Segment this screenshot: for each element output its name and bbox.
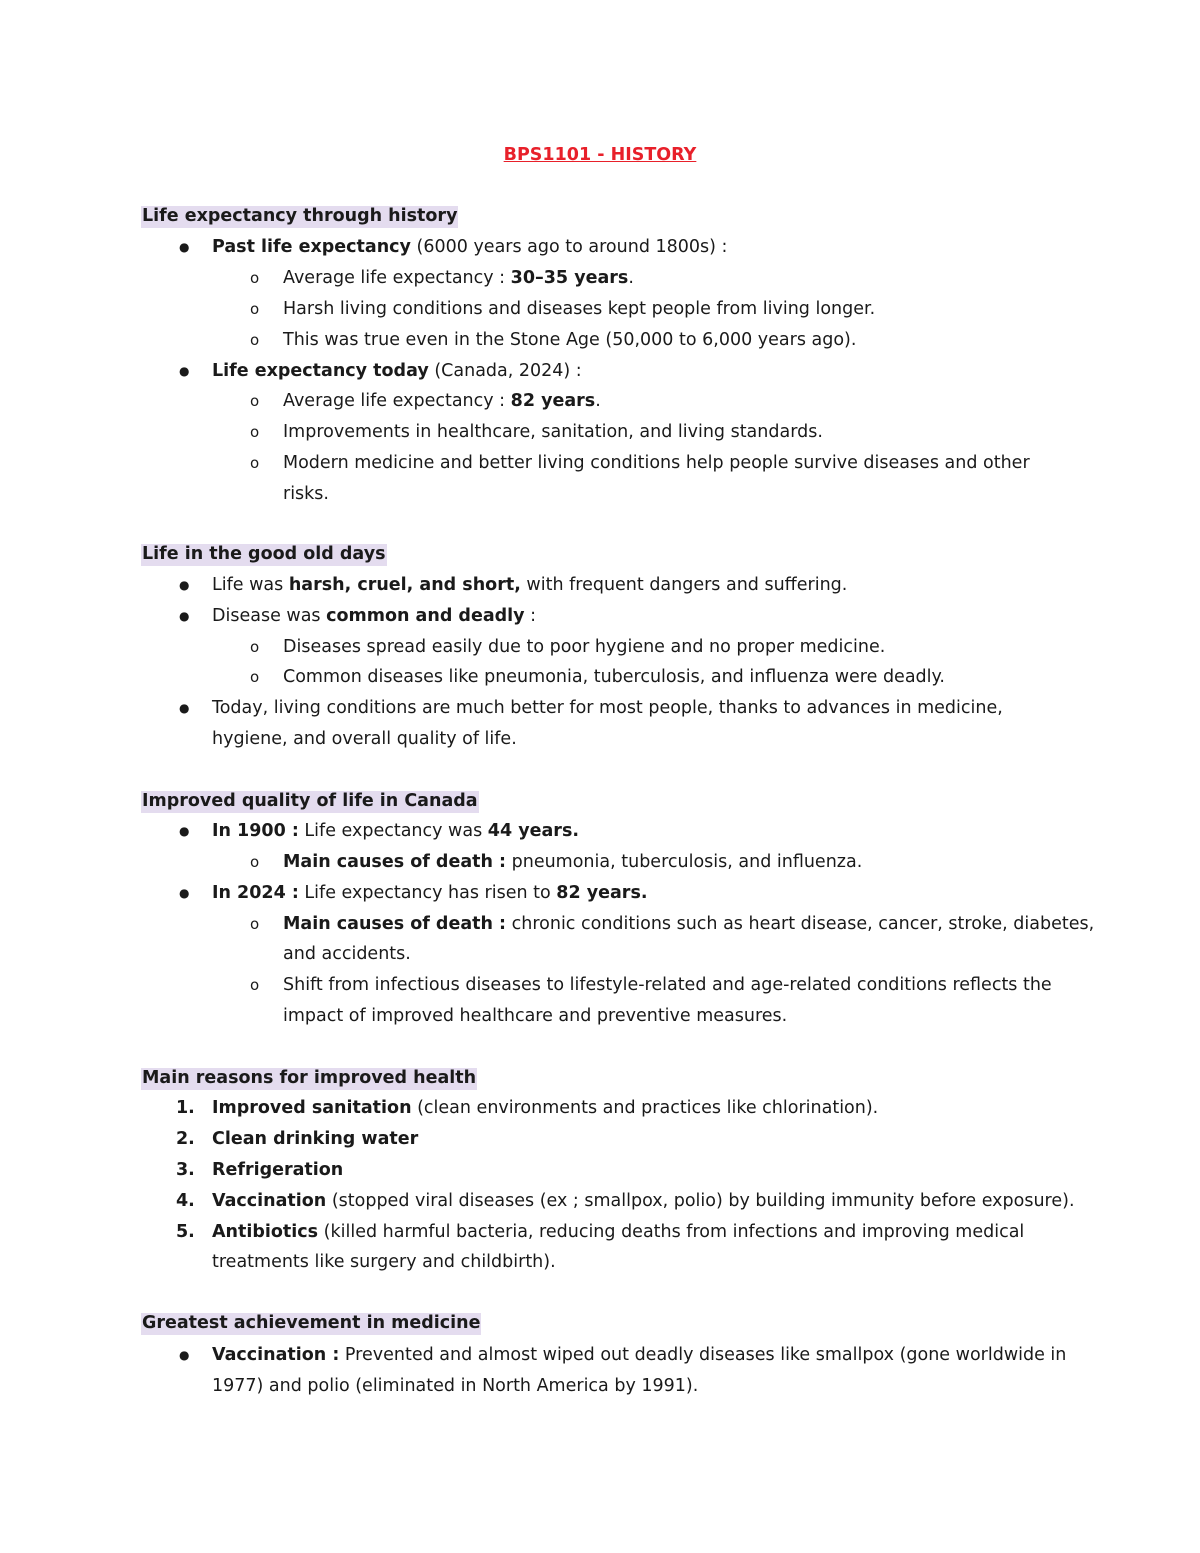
item-number: 2. bbox=[176, 1129, 195, 1149]
item-text: . bbox=[595, 391, 601, 411]
item-text: (clean environments and practices like chlorination). bbox=[411, 1098, 879, 1118]
item-text: (6000 years ago to around 1800s) : bbox=[410, 237, 728, 257]
sub-list-item bbox=[250, 971, 1052, 999]
sub-list-item bbox=[250, 264, 634, 292]
item-text-continued: risks. bbox=[283, 484, 329, 504]
item-text: Shift from infectious diseases to lifestyle-related and age-related conditions reflects the bbox=[283, 975, 1052, 995]
sub-bullet-icon: o bbox=[250, 915, 260, 933]
list-item bbox=[179, 1341, 1067, 1369]
bullet-icon: ● bbox=[179, 240, 190, 254]
numbered-item bbox=[176, 1094, 879, 1122]
numbered-item bbox=[176, 1156, 344, 1184]
item-bold: Life expectancy today bbox=[212, 361, 429, 381]
sub-list-item bbox=[250, 387, 601, 415]
item-text: pneumonia, tuberculosis, and influenza. bbox=[506, 852, 863, 872]
item-bold: Refrigeration bbox=[212, 1160, 344, 1180]
document-title: BPS1101 - HISTORY bbox=[503, 145, 697, 165]
item-text-continued: treatments like surgery and childbirth). bbox=[212, 1252, 556, 1272]
sub-list-item bbox=[250, 326, 857, 354]
item-text: Life expectancy was bbox=[298, 821, 488, 841]
item-text: Common diseases like pneumonia, tuberculosis, and influenza were deadly. bbox=[283, 667, 945, 687]
item-text: (killed harmful bacteria, reducing deaths from infections and improving medical bbox=[318, 1222, 1025, 1242]
bullet-icon: ● bbox=[179, 824, 190, 838]
section-heading bbox=[141, 540, 387, 568]
section-heading-text: Main reasons for improved health bbox=[142, 1068, 477, 1088]
item-text: Disease was bbox=[212, 606, 327, 626]
sub-bullet-icon: o bbox=[250, 423, 260, 441]
item-bold: Improved sanitation bbox=[212, 1098, 412, 1118]
item-bold: Past life expectancy bbox=[212, 237, 411, 257]
item-text: (stopped viral diseases (ex ; smallpox, polio) by building immunity before exposure). bbox=[326, 1191, 1075, 1211]
section-heading-text: Life expectancy through history bbox=[142, 206, 458, 226]
item-text: . bbox=[628, 268, 634, 288]
item-bold: Clean drinking water bbox=[212, 1129, 419, 1149]
section-heading-text: Greatest achievement in medicine bbox=[142, 1313, 481, 1333]
item-text: Improvements in healthcare, sanitation, and living standards. bbox=[283, 422, 823, 442]
item-text-continued: hygiene, and overall quality of life. bbox=[212, 729, 517, 749]
sub-bullet-icon: o bbox=[250, 853, 260, 871]
item-bold: common and deadly bbox=[326, 606, 525, 626]
bullet-icon: ● bbox=[179, 578, 190, 592]
list-item bbox=[179, 233, 728, 261]
item-text-continued: 1977) and polio (eliminated in North America by 1991). bbox=[212, 1376, 699, 1396]
item-text: Modern medicine and better living conditions help people survive diseases and other bbox=[283, 453, 1030, 473]
sub-list-item bbox=[250, 449, 1030, 477]
list-item bbox=[179, 694, 1003, 722]
bullet-icon: ● bbox=[179, 364, 190, 378]
item-bold: Vaccination : bbox=[212, 1345, 340, 1365]
item-number: 3. bbox=[176, 1160, 195, 1180]
item-text: Today, living conditions are much better for most people, thanks to advances in medicine, bbox=[212, 698, 1003, 718]
item-bold: 82 years. bbox=[556, 883, 648, 903]
item-text: This was true even in the Stone Age (50,000 to 6,000 years ago). bbox=[283, 330, 857, 350]
item-text: with frequent dangers and suffering. bbox=[520, 575, 848, 595]
section-heading bbox=[141, 1064, 477, 1092]
item-text: (Canada, 2024) : bbox=[428, 361, 582, 381]
sub-bullet-icon: o bbox=[250, 668, 260, 686]
bullet-icon: ● bbox=[179, 1348, 190, 1362]
sub-list-item bbox=[250, 663, 945, 691]
sub-bullet-icon: o bbox=[250, 300, 260, 318]
item-text: Average life expectancy : bbox=[283, 391, 511, 411]
bullet-icon: ● bbox=[179, 886, 190, 900]
item-text: Life was bbox=[212, 575, 289, 595]
item-bold: 82 years bbox=[510, 391, 596, 411]
sub-bullet-icon: o bbox=[250, 331, 260, 349]
list-item bbox=[179, 879, 648, 907]
bullet-icon: ● bbox=[179, 609, 190, 623]
item-text: Prevented and almost wiped out deadly diseases like smallpox (gone worldwide in bbox=[339, 1345, 1067, 1365]
item-bold: harsh, cruel, and short, bbox=[288, 575, 521, 595]
section-heading bbox=[141, 202, 458, 230]
sub-list-item bbox=[250, 418, 823, 446]
sub-bullet-icon: o bbox=[250, 392, 260, 410]
section-heading-text: Life in the good old days bbox=[142, 544, 386, 564]
list-item bbox=[179, 602, 537, 630]
sub-list-item bbox=[250, 633, 886, 661]
sub-bullet-icon: o bbox=[250, 638, 260, 656]
item-number: 5. bbox=[176, 1222, 195, 1242]
section-heading bbox=[141, 787, 479, 815]
item-text: Diseases spread easily due to poor hygiene and no proper medicine. bbox=[283, 637, 886, 657]
list-item bbox=[179, 571, 848, 599]
item-text: Life expectancy has risen to bbox=[298, 883, 557, 903]
item-text-continued: and accidents. bbox=[283, 944, 411, 964]
item-bold: In 2024 : bbox=[212, 883, 299, 903]
item-text: Harsh living conditions and diseases kept people from living longer. bbox=[283, 299, 876, 319]
sub-bullet-icon: o bbox=[250, 976, 260, 994]
item-bold: Vaccination bbox=[212, 1191, 327, 1211]
sub-list-item bbox=[250, 848, 863, 876]
item-bold: Main causes of death : bbox=[283, 914, 507, 934]
item-text: Average life expectancy : bbox=[283, 268, 511, 288]
list-item bbox=[179, 357, 582, 385]
sub-bullet-icon: o bbox=[250, 454, 260, 472]
sub-bullet-icon: o bbox=[250, 269, 260, 287]
item-bold: Antibiotics bbox=[212, 1222, 319, 1242]
numbered-item bbox=[176, 1125, 419, 1153]
item-text: chronic conditions such as heart disease, cancer, stroke, diabetes, bbox=[506, 914, 1095, 934]
sub-list-item bbox=[250, 910, 1095, 938]
section-heading bbox=[141, 1309, 481, 1337]
item-bold: 30–35 years bbox=[510, 268, 629, 288]
numbered-item bbox=[176, 1218, 1025, 1246]
item-bold: Main causes of death : bbox=[283, 852, 507, 872]
bullet-icon: ● bbox=[179, 701, 190, 715]
list-item bbox=[179, 817, 580, 845]
section-heading-text: Improved quality of life in Canada bbox=[142, 791, 478, 811]
sub-list-item bbox=[250, 295, 876, 323]
numbered-item bbox=[176, 1187, 1075, 1215]
item-number: 1. bbox=[176, 1098, 195, 1118]
item-text-continued: impact of improved healthcare and preventive measures. bbox=[283, 1006, 788, 1026]
item-bold: In 1900 : bbox=[212, 821, 299, 841]
item-bold: 44 years. bbox=[487, 821, 580, 841]
item-number: 4. bbox=[176, 1191, 195, 1211]
item-text: : bbox=[524, 606, 537, 626]
